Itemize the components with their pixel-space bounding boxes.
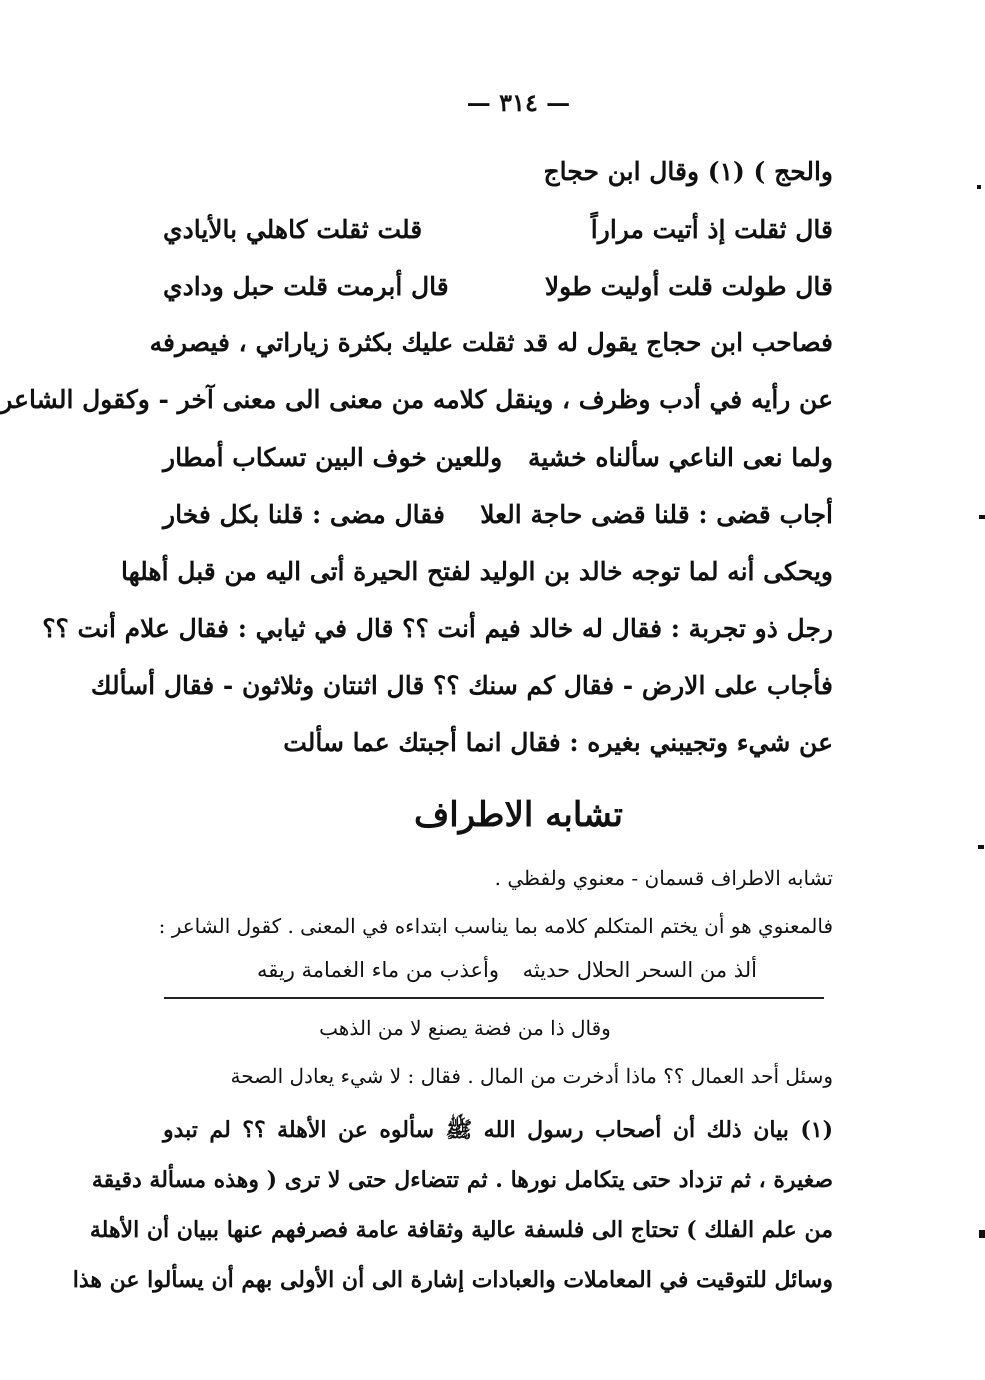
verse-2-second-hemistich: قال أبرمت قلت حبل ودادي [163,272,449,301]
section-intro: تشابه الاطراف قسمان - معنوي ولفظي . [494,866,833,890]
margin-mark [978,845,984,849]
footnote-line-1: (١) بيان ذلك أن أصحاب رسول الله ﷺ سألوه عن الأهلة ؟؟ لم تبدو [163,1117,833,1143]
paragraph-2-line-4: عن شيء وتجيبني بغيره : فقال انما أجبتك عما سألت [283,728,833,757]
paragraph-2-line-1: ويحكى أنه لما توجه خالد بن الوليد لفتح الحيرة أتى اليه من قبل أهلها [121,557,833,586]
footnote-line-4: وسائل للتوقيت في المعاملات والعبادات إشارة الى أن الأولى بهم أن يسألوا عن هذا [72,1267,833,1293]
verse-4-first-hemistich: أجاب قضى : قلنا قضى حاجة العلا [480,500,833,529]
verse-5 [257,950,757,990]
verse-1-second-hemistich: قلت ثقلت كاهلي بالأيادي [163,215,423,244]
verse-4 [163,495,833,535]
paragraph-2-line-3: فأجاب على الارض - فقال كم سنك ؟؟ قال اثنتان وثلاثون - فقال أسألك [90,671,833,700]
verse-5-second-hemistich: وأعذب من ماء الغمامة ريقه [257,958,500,982]
footnote-line-2: صغيرة ، ثم تزداد حتى يتكامل نورها . ثم تتضاءل حتى لا ترى ( وهذه مسألة دقيقة [91,1167,833,1193]
section-title: تشابه الاطراف [413,795,624,835]
verse-3-second-hemistich: وللعين خوف البين تسكاب أمطار [163,443,503,472]
verse-3-first-hemistich: ولما نعى الناعي سألناه خشية [527,443,833,472]
section-definition: فالمعنوي هو أن يختم المتكلم كلامه بما يناسب ابتداءه في المعنى . كقول الشاعر : [158,914,833,938]
margin-mark [979,1230,985,1238]
verse-2-first-hemistich: قال طولت قلت أوليت طولا [544,272,833,301]
paragraph-1-line-1: فصاحب ابن حجاج يقول له قد ثقلت عليك بكثرة زياراتي ، فيصرفه [149,328,833,357]
footnote-line-3: من علم الفلك ) تحتاج الى فلسفة عالية وثقافة عامة فصرفهم عنها ببيان أن الأهلة [89,1217,833,1243]
margin-mark [979,515,985,519]
carryover-line-1: وقال ذا من فضة يصنع لا من الذهب [319,1016,611,1040]
footnote-divider [164,997,824,999]
verse-5-first-hemistich: ألذ من السحر الحلال حديثه [522,958,757,982]
margin-mark [977,185,981,189]
paragraph-2-line-2: رجل ذو تجربة : فقال له خالد فيم أنت ؟؟ قال في ثيابي : فقال علام أنت ؟؟ [42,614,833,643]
paragraph-1-line-2: عن رأيه في أدب وظرف ، وينقل كلامه من معنى الى معنى آخر - وكقول الشاعر [0,385,833,414]
intro-line: والحج ) (١) وقال ابن حجاج [543,157,833,186]
verse-1 [163,210,833,250]
carryover-line-2: وسئل أحد العمال ؟؟ ماذا أدخرت من المال . فقال : لا شيء يعادل الصحة [230,1064,833,1088]
page-number: — ٣١٤ — [466,88,571,117]
verse-4-second-hemistich: فقال مضى : قلنا بكل فخار [163,500,445,529]
verse-1-first-hemistich: قال ثقلت إذ أتيت مراراً [590,215,833,244]
verse-2 [163,267,833,307]
verse-3 [163,438,833,478]
